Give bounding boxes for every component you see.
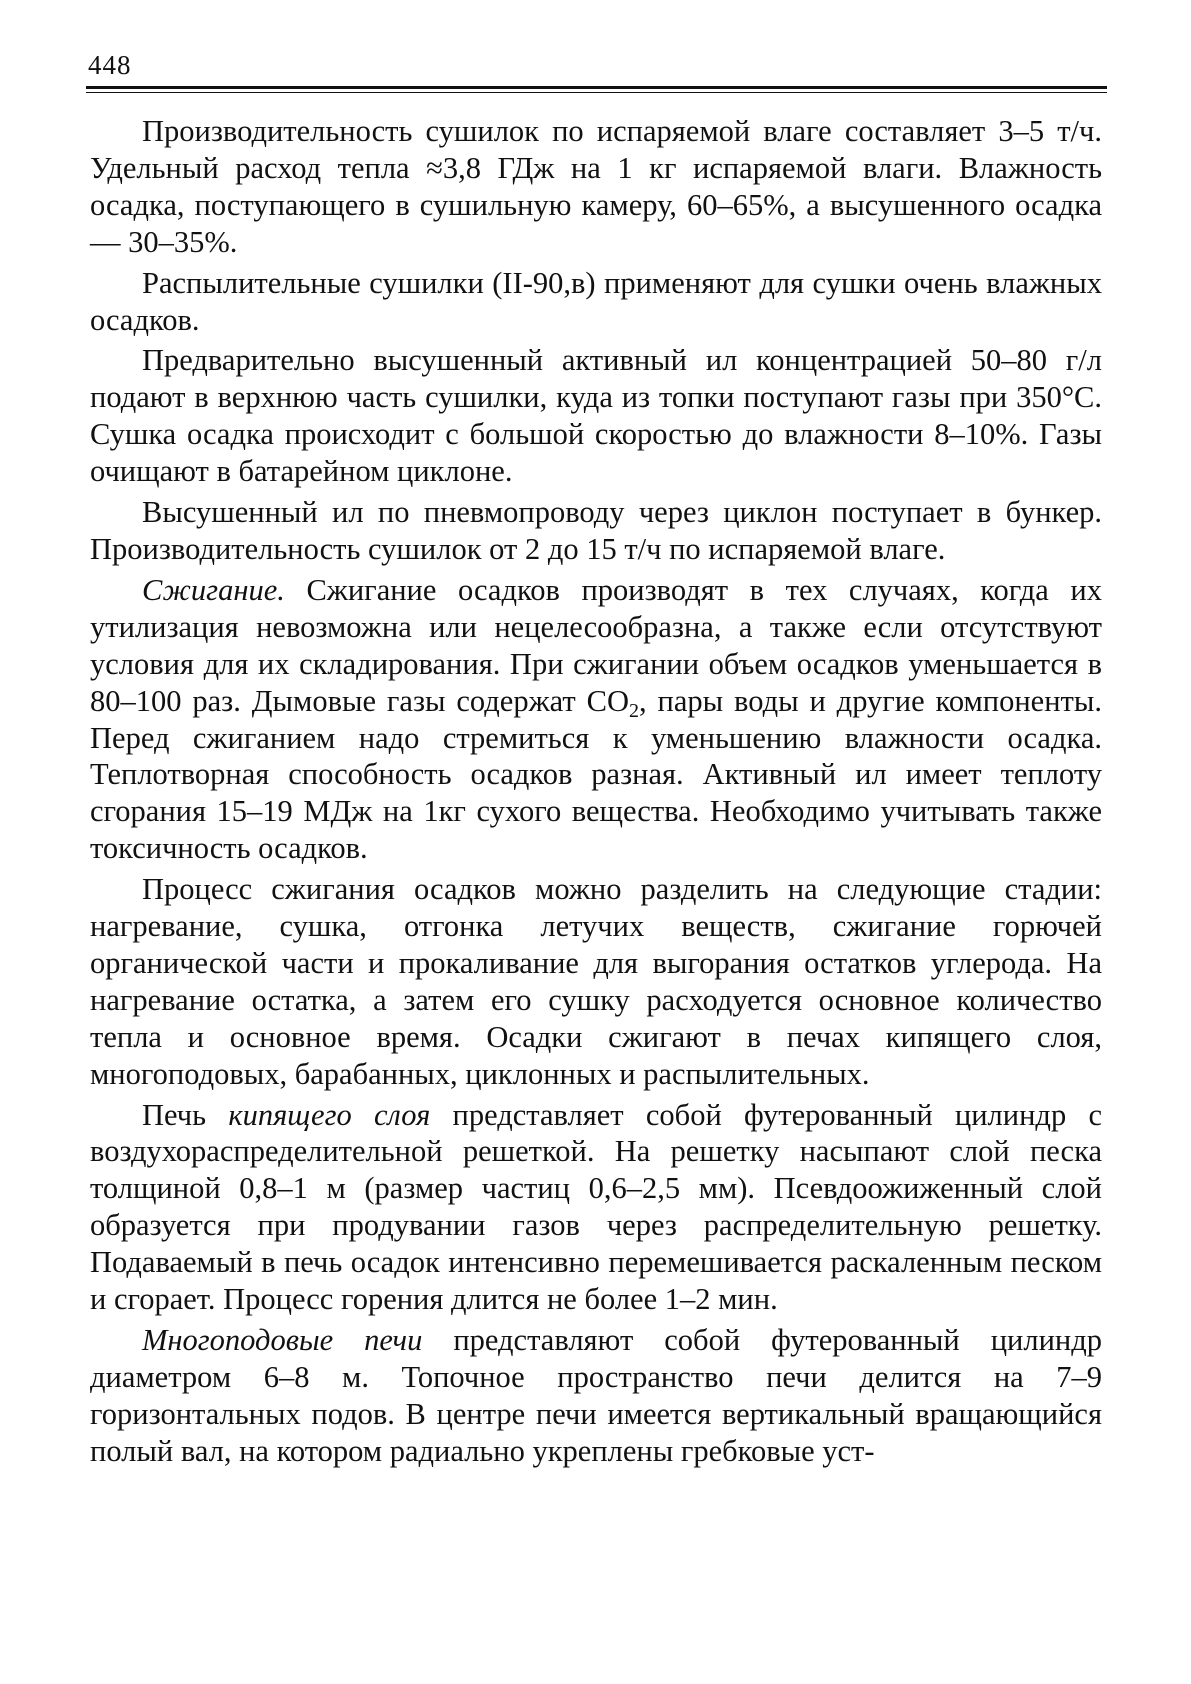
- incineration-text-b: , пары воды и другие компоненты. Перед сжиганием надо стремиться к уменьшению влажности осадка. Теплотворная способность осадков разная. Активный ил имеет теплоту сгорания 15–19 МДж на 1кг сухого вещества. Необходимо учитывать также токсичность осадков.: [90, 683, 1102, 866]
- paragraph-incineration: [90, 572, 1102, 867]
- paragraph-spray-dryers: Распылительные сушилки (II-90,в) применяют для сушки очень влажных осадков.: [90, 265, 1102, 337]
- header-rule-thin: [86, 92, 1107, 93]
- incineration-text-a: Сжигание осадков производят в тех случаях, когда их утилизация невозможна или нецелесообразна, а также если отсутствуют условия для их складирования. При сжигании объем осадков уменьшается в 80–100 раз. Дымовые газы содержат СО: [90, 572, 1102, 718]
- incineration-heading: Сжигание.: [142, 572, 285, 607]
- header-rule-thick: [86, 86, 1107, 89]
- paragraph-dryer-capacity: Производительность сушилок по испаряемой влаге составляет 3–5 т/ч. Удельный расход тепла ≈3,8 ГДж на 1 кг испаряемой влаги. Влажность осадка, поступающего в сушильную камеру, 60–65%, а высушенного осадка — 30–35%.: [90, 114, 1102, 259]
- multiple-hearth-text: представляют собой футерованный цилиндр диаметром 6–8 м. Топочное пространство печи делится на 7–9 горизонтальных подов. В центре печи имеется вертикальный вращающийся полый вал, на котором радиально укреплены гребковые уст-: [90, 1323, 1102, 1468]
- fluidized-bed-text-b: представляет собой футерованный цилиндр с воздухораспределительной решеткой. На решетку насыпают слой песка толщиной 0,8–1 м (размер частиц 0,6–2,5 мм). Псевдоожиженный слой образуется при продувании газов через распределительную решетку. Подаваемый в печь осадок интенсивно перемешивается раскаленным песком и сгорает. Процесс горения длится не более 1–2 мин.: [90, 1097, 1102, 1317]
- multiple-hearth-term: Многоподовые печи: [142, 1323, 423, 1357]
- paragraph-activated-sludge: Предварительно высушенный активный ил концентрацией 50–80 г/л подают в верхнюю часть сушилки, куда из топки поступают газы при 350°С. Сушка осадка происходит с большой скоростью до влажности 8–10%. Газы очищают в батарейном циклоне.: [90, 343, 1102, 489]
- page-number: 448: [88, 50, 132, 80]
- paragraph-fluidized-bed: [90, 1097, 1102, 1318]
- body-text: [90, 113, 1102, 1474]
- paragraph-dried-sludge: Высушенный ил по пневмопроводу через циклон поступает в бункер. Производительность сушилок от 2 до 15 т/ч по испаряемой влаге.: [90, 495, 1102, 566]
- fluidized-bed-term: кипящего слоя: [228, 1097, 431, 1132]
- co2-subscript: 2: [629, 699, 639, 722]
- paragraph-combustion-stages: Процесс сжигания осадков можно разделить на следующие стадии: нагревание, сушка, отгонка летучих веществ, сжигание горючей органической части и прокаливание для выгорания остатков углерода. На нагревание остатка, а затем его сушку расходуется основное количество тепла и основное время. Осадки сжигают в печах кипящего слоя, многоподовых, барабанных, циклонных и распылительных.: [90, 872, 1102, 1091]
- fluidized-bed-text-a: Печь: [142, 1097, 229, 1132]
- paragraph-multiple-hearth: [90, 1322, 1102, 1470]
